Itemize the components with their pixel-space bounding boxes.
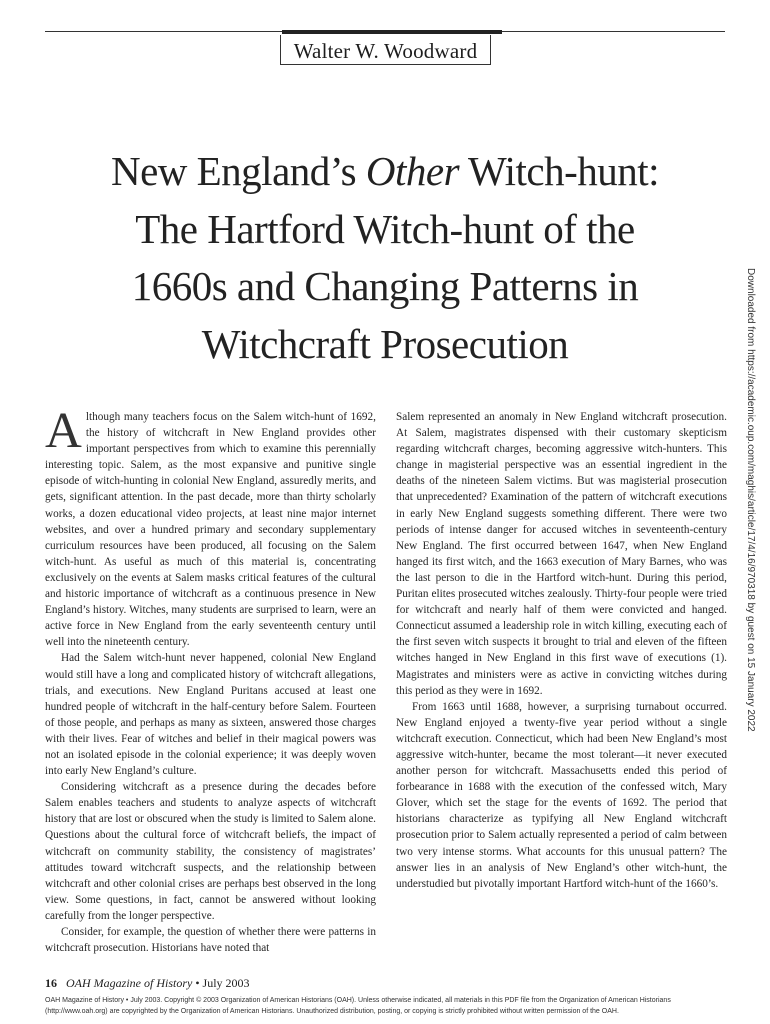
page-number: 16 <box>45 976 57 990</box>
left-column <box>45 403 376 956</box>
drop-cap: A <box>45 403 82 459</box>
footer-bullet: • <box>195 976 200 990</box>
article-title <box>60 143 710 373</box>
title-line-2: The Hartford Witch-hunt of the <box>135 205 635 252</box>
paragraph: Salem represented an anomaly in New England witchcraft prosecution. At Salem, magistrates dispensed with their customary skepticism regarding witchcraft charges, becoming aggressive witch-hunters. This change in magisterial perspective was an essential ingredient in the deaths of the nineteen Salem victims. But was magisterial prosecution that unprecedented? Examination of the pattern of witchcraft executions in early New England suggests something different. There were two periods of intense danger for accused witches in seventeenth-century New England. The first occurred between 1647, when New England hanged its first witch, and the 1663 execution of Mary Barnes, who was the last person to die in the Hartford witch-hunt. During this period, Puritan elites prosecuted witches zealously. Thirty-four people were tried for witchcraft and nearly half of them were convicted and hanged. Connecticut assumed a leadership role in witch killing, executing each of the first seven witch suspects it brought to trial and eleven of the fifteen witches hanged in New England in this first wave of executions (1). Magistrates and ministers were as active in convicting witches during this period as they were in 1692. <box>396 411 727 697</box>
paragraph: Although many teachers focus on the Salem witch-hunt of 1692, the history of witchcraft in New England provides other important perspectives from which to examine this perennially interesting topic. Salem, as the most expansive and punitive single episode of witch-hunting in colonial New England, assuredly merits, and gets, significant attention. In the past decade, more than thirty scholarly works, a dozen educational video projects, at least nine major internet websites, and over a hundred primary and secondary supplementary curriculum resources have been produced, all focusing on the Salem witch-hunt. As useful as much of this material is, concentrating exclusively on the events at Salem masks critical features of the cultural and historic importance of witchcraft as a continuous presence in New England’s history. Witches, many students are surprised to learn, were an active force in New England from the early seventeenth century until well into the nineteenth century. <box>45 403 376 649</box>
paragraph: Had the Salem witch-hunt never happened, colonial New England would still have a long and complicated history of witchcraft allegations, trials, and executions. New England Puritans accused at least one hundred people of witchcraft in the half-century before Salem. Fourteen of those people, and perhaps as many as sixteen, answered those charges with their lives. Fear of witches and belief in their magical powers was not an isolated episode in the colonial experience; it was deeply woven into early New England’s culture. <box>45 652 376 778</box>
paragraph: From 1663 until 1688, however, a surprising turnabout occurred. New England enjoyed a twenty-five year period without a single witchcraft execution. Connecticut, which had been New England’s most aggressive witch-hunter, became the most tolerant—it never executed another person for witchcraft. Massachusetts ended this period of forbearance in 1688 with the execution of the confessed witch, Mary Glover, which set the stage for the events of 1692. The period that historians characterize as typifying all New England witchcraft prosecution prior to Salem actually represented a period of calm between two very intense storms. What accounts for this unusual pattern? The answer lies in an analysis of New England’s other witch-hunt, the understudied but pivotally important Hartford witch-hunt of the 1660’s. <box>396 700 727 890</box>
paragraph: Considering witchcraft as a presence during the decades before Salem enables teachers and students to analyze aspects of witchcraft history that are lost or obscured when the study is limited to Salem alone. Questions about the cultural force of witchcraft beliefs, the impact of witchcraft on community stability, the consistency of magistrates’ attitudes toward witchcraft suspects, and the relationship between witchcraft and other colonial crises are perhaps best observed in the long view. Some questions, in fact, cannot be answered without looking carefully from the longer perspective. <box>45 781 376 922</box>
page-footer <box>45 976 250 991</box>
right-column <box>396 409 727 892</box>
title-line-3: 1660s and Changing Patterns in <box>131 263 639 309</box>
issue-date: July 2003 <box>202 976 250 990</box>
download-note: Downloaded from https://academic.oup.com/maghis/article/17/4/16/970318 by guest on 15 January 2022 <box>745 268 756 732</box>
author-rule <box>282 30 502 34</box>
paragraph: Consider, for example, the question of whether there were patterns in witchcraft prosecution. Historians have noted that <box>45 926 376 955</box>
title-line-1: New England’s Other Witch-hunt: <box>110 148 660 194</box>
magazine-name: OAH Magazine of History <box>66 976 193 990</box>
copyright-notice: OAH Magazine of History • July 2003. Copyright © 2003 Organization of American Historians (OAH). Unless otherwise indicated, all materials in this PDF file from the Organization of American Historians (http://www.oah.org) are copyrighted by the Organization of American Historians. Unauthorized distribution, posting, or copying is strictly prohibited without written permission of the OAH. <box>45 997 671 1015</box>
title-line-4: Witchcraft Prosecution <box>201 320 569 367</box>
author-name: Walter W. Woodward <box>280 35 491 65</box>
